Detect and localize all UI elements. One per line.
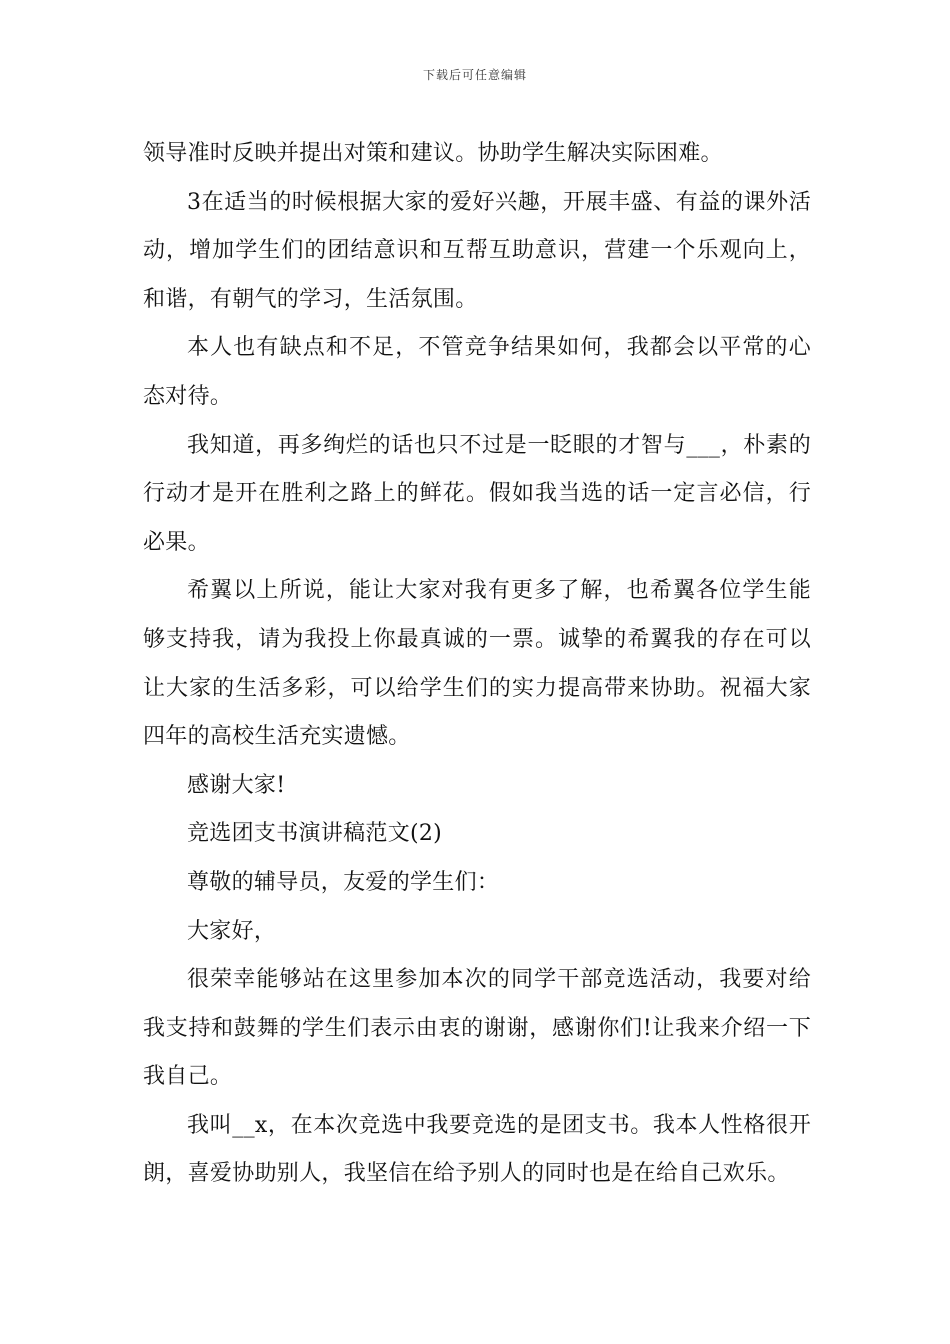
- salutation: 尊敬的辅导员，友爱的学生们：: [187, 869, 500, 895]
- paragraph: 我叫__x，在本次竞选中我要竞选的是团支书。我本人性格很开朗，喜爱协助别人，我坚信在给予别人的同时也是在给自己欢乐。: [143, 1112, 811, 1187]
- paragraph: 感谢大家!: [187, 772, 286, 798]
- paragraph: 很荣幸能够站在这里参加本次的同学干部竞选活动，我要对给我支持和鼓舞的学生们表示由衷的谢谢，感谢你们!让我来介绍一下我自己。: [143, 967, 811, 1090]
- page-header: 下载后可任意编辑: [422, 68, 527, 82]
- paragraph: 希翼以上所说，能让大家对我有更多了解，也希翼各位学生能够支持我，请为我投上你最真诚的一票。诚挚的希翼我的存在可以让大家的生活多彩，可以给学生们的实力提高带来协助。祝福大家四年的高校生活充实遗憾。: [143, 578, 811, 750]
- paragraph: 我知道，再多绚烂的话也只不过是一眨眼的才智与___，朴素的行动才是开在胜利之路上的鲜花。假如我当选的话一定言必信，行必果。: [143, 432, 811, 555]
- paragraph: 3在适当的时候根据大家的爱好兴趣，开展丰盛、有益的课外活动，增加学生们的团结意识和互帮互助意识，营建一个乐观向上，和谐，有朝气的学习，生活氛围。: [143, 189, 811, 312]
- paragraph: 本人也有缺点和不足，不管竞争结果如何，我都会以平常的心态对待。: [143, 335, 811, 409]
- section-title: 竞选团支书演讲稿范文(2): [187, 821, 443, 847]
- document-body: [143, 130, 811, 1199]
- greeting: 大家好，: [187, 918, 277, 944]
- paragraph: 领导准时反映并提出对策和建议。协助学生解决实际困难。: [143, 141, 723, 166]
